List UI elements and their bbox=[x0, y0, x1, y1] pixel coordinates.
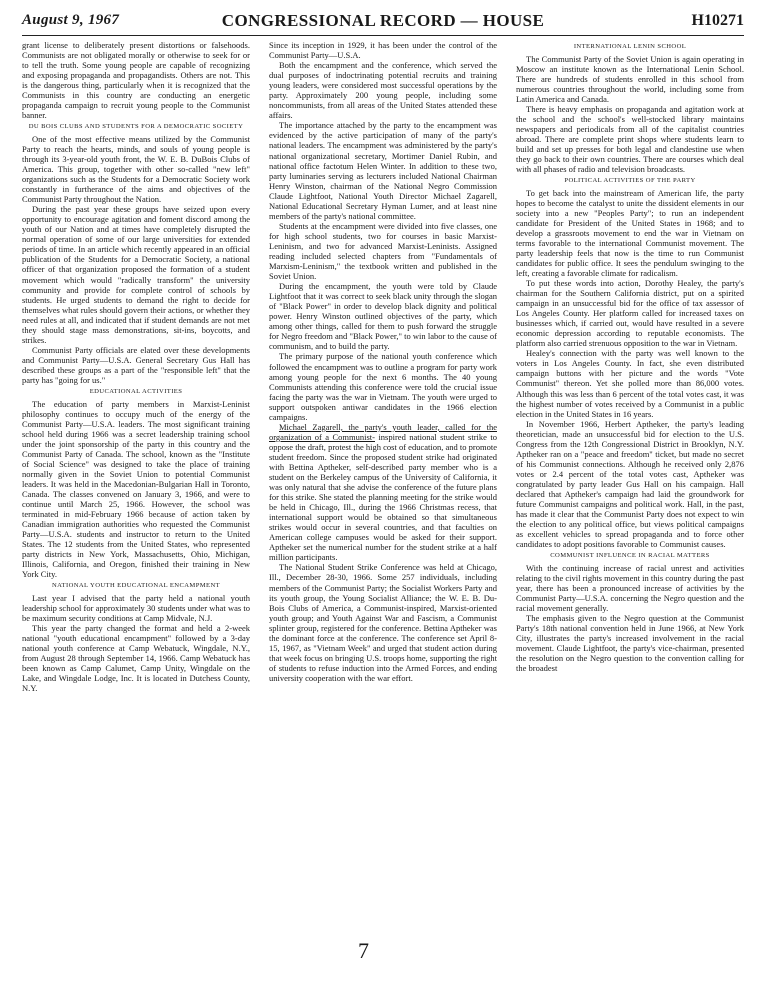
paragraph: During the encampment, the youth were told by Claude Lightfoot that it was correct to seek black unity through the slogan of "Black Power" in order to develop black dignity and political power. Henry Winston outlined objectives of the party, which among other things, called for them to push forward the struggle for Negro freedom and "Black Power," to win labor to the cause of communism, and to build the party. bbox=[269, 281, 497, 352]
body-columns bbox=[22, 40, 744, 940]
paragraph: Since its inception in 1929, it has been under the control of the Communist Party—U.S.A. bbox=[269, 40, 497, 61]
section-heading: DU BOIS CLUBS AND STUDENTS FOR A DEMOCRATIC SOCIETY bbox=[28, 123, 244, 131]
paragraph: With the continuing increase of racial unrest and activities relating to the civil rights movement in this country during the past year, there has been a pronounced increase of activities by the Communist Party—U.S.A. concerning the Negro question and the racial movement generally. bbox=[516, 562, 744, 613]
paragraph: This year the party changed the format and held a 2-week national "youth educational encampment" followed by a 3-day national youth conference at Camp Webatuck, Wingdale, N.Y., from August 28 through September 14, 1966. Camp Webatuck has been known as Camp Calumet, Camp Unity, Wingdale on the Lake, and Wingdale Lodge, Inc. It is located in Dutchess County, N.Y. bbox=[22, 623, 250, 694]
column-3 bbox=[516, 40, 744, 940]
paragraph: To get back into the mainstream of American life, the party hopes to become the catalyst to unite the dissident elements in our society into a new "Peoples Party"; to run an independent candidate for President of the United States in 1968; and to develop a grassroots movement to end the war in Vietnam on terms favorable to the international Communist movement. The party leadership feels that now is the time to run Communist candidates for public office. It sees the pendulum swinging to the left, creating a favorable climate for radicalism. bbox=[516, 187, 744, 278]
section-heading: NATIONAL YOUTH EDUCATIONAL ENCAMPMENT bbox=[51, 582, 221, 590]
paragraph: One of the most effective means utilized by the Communist Party to reach the hearts, minds, and souls of young people is through its 3-year-old youth front, the W. E. B. DuBois Clubs of America. This group, together with other so-called "new left" organizations such as the Students for a Democratic Society work constantly in furtherance of the aims and objectives of the Communist Party throughout the Nation. bbox=[22, 133, 250, 205]
underlined-text: Michael Zagarell, the party's youth leader, called for the organization of a Communist- bbox=[269, 421, 497, 442]
section-heading: COMMUNIST INFLUENCE IN RACIAL MATTERS bbox=[550, 552, 710, 560]
paragraph: The Communist Party of the Soviet Union is again operating in Moscow an institute known as the International Lenin School. There are hundreds of students enrolled in this school from numerous countries throughout the world, including some from Latin America and Canada. bbox=[516, 53, 744, 104]
column-2 bbox=[269, 40, 497, 940]
paragraph: Communist Party officials are elated over these developments and Communist Party—U.S.A. General Secretary Gus Hall has described these groups as a part of the "responsible left" that the party has "going for us." bbox=[22, 344, 250, 385]
section-heading: EDUCATIONAL ACTIVITIES bbox=[89, 388, 183, 396]
paragraph: The importance attached by the party to the encampment was evidenced by the active participation of many of the party's national leaders. The encampment was administered by the party's national organizational secretary, Mortimer Daniel Rubin, and national office factotum Helen Winter. In addition to these two, party luminaries serving as lecturers included National Chairman Henry Winston, chairman of the National Negro Commission Claude Lightfoot, National Youth Director Michael Zagarell, National Educational Secretary Hyman Lumer, and at least nine members of the party's national committee. bbox=[269, 120, 497, 221]
section-heading: INTERNATIONAL LENIN SCHOOL bbox=[573, 43, 687, 50]
paragraph: To put these words into action, Dorothy Healey, the party's chairman for the Southern California district, put on a spirited campaign in an unsuccessful bid for the office of tax assessor of Los Angeles County. Her platform called for increased taxes on businesses which, if carried out, would have resulted in a severe economic depression according to reputable economists. The platform also carried strenuous opposition to the war in Vietnam. bbox=[516, 277, 744, 349]
page-header bbox=[22, 6, 744, 36]
paragraph-text: inspired national student strike to oppose the draft, protest the high cost of education, and to promote student freedom. Since the proposed student strike had originated with Bettina Aptheker, self-described party member who is a student on the Berkeley campus of the University of California, it was only natural that she advise the conference of the future plans for this strike. She stated the planning meeting for the strike would be held in Chicago, Ill., during the 1966 Christmas recess, that international support would be obtained so that simultaneous strikes would occur in several countries, and that faculties on American college campuses would be asked for their support. Aptheker set the numerical number for the student strike at a half million participants. bbox=[269, 431, 497, 563]
paragraph: Last year I advised that the party held a national youth leadership school for approximately 30 students under what was to be maximum security conditions at Camp Midvale, N.J. bbox=[22, 592, 250, 623]
header-title: CONGRESSIONAL RECORD — HOUSE bbox=[221, 11, 545, 30]
paragraph: Healey's connection with the party was well known to the voters in Los Angeles County. In fact, she even distributed campaign buttons with her picture and the words "Vote Communist" thereon. Yet she polled more than 86,000 votes. Although this was less than 6 percent of the total votes cast, it was the highest number of votes received by a Communist in a public election in the United States in 16 years. bbox=[516, 348, 744, 419]
paragraph: The primary purpose of the national youth conference which followed the encampment was to outline a program for party work among young people for the next 6 months. The 40 young Communists attending this conference were told the crucial issue facing the party was the war in Vietnam. The youth were urged to support outspoken antiwar candidates in the 1966 election campaigns. bbox=[269, 351, 497, 422]
paragraph bbox=[269, 422, 497, 563]
paragraph: In November 1966, Herbert Aptheker, the party's leading theoretician, made an unsuccessful bid for election to the U.S. Congress from the 12th Congressional District in Brooklyn, N.Y. Aptheker ran on a "peace and freedom" ticket, but made no secret of his Communist connections. Although he received only 2,876 votes or 2.4 percent of the total votes cast, Aptheker was congratulated by party leader Gus Hall on his campaign. Hall declared that Aptheker's campaign had laid the groundwork for future Communist campaigns and political work. Hall, in the past, has made it clear that the Communist Party does not expect to win the election to any political office, but views political campaigns as excellent vehicles to spread propaganda and to force other candidates to adopt positions favorable to Communist causes. bbox=[516, 418, 744, 550]
paragraph: grant license to deliberately present distortions or falsehoods. Communists are not obligated morally or otherwise to seek for or to tell the truth. Some young people are capable of recognizing and exposing propaganda and propagandists. Others are not. This is the dangerous thing, particularly when it is recognized that the Communists in this country are conducting an energetic propaganda campaign to recruit young people to the Communist banner. bbox=[22, 40, 250, 121]
column-1 bbox=[22, 40, 250, 940]
paragraph: Students at the encampment were divided into five classes, one for high school students, two for courses in basic Marxist-Leninism, and two for advanced Marxist-Leninists. Assigned reading included selected chapters from "Fundamentals of Marxism-Leninism," the textbook written and published in the Soviet Union. bbox=[269, 220, 497, 282]
paragraph: The National Student Strike Conference was held at Chicago, Ill., December 28-30, 1966. Some 257 individuals, including members of the Communist Party; the Socialist Workers Party and its youth group, the Young Socialist Alliance; the W. E. B. Du-Bois Clubs of America, a Communist-inspired, Marxist-oriented youth group; and Youth Against War and Fascism, a Communist splinter group, registered for the conference. Bettina Aptheker was the dominant force at the conference. The conference set April 8-15, 1967, as "Vietnam Week" and urged that student action during that week focus on bringing U.S. troops home, supporting the right of students to refuse induction into the Armed Forces, and ending university cooperation with the war effort. bbox=[269, 562, 497, 683]
handwritten-page-mark: 7 bbox=[358, 938, 369, 963]
section-heading: POLITICAL ACTIVITIES OF THE PARTY bbox=[564, 177, 696, 185]
paragraph: The education of party members in Marxist-Leninist philosophy continues to occupy much of the energy of the Communist Party—U.S.A. leaders. The most significant training school held during 1966 was a secret leadership training school under the joint sponsorship of the party in this country and the Communist Party of Canada. The school, known as the "Institute of Social Science" was designed to take the place of training normally given in the Soviet Union to potential Communist leaders. It was held in the Macedonian-Bulgarian Hall in Toronto, Canada. The classes convened on January 3, 1966, and were to continue until March 25, 1966. However, the school was terminated in mid-February 1966 because of action taken by Canadian immigration authorities who requested the Communist Party—U.S.A. students and instructor to return to the United States. The 12 students from the United States, who represented party districts in New York, Massachusetts, Ohio, Michigan, Illinois, California, and Oregon, finished their training in New York City. bbox=[22, 398, 250, 580]
header-page-number: H10271 bbox=[691, 12, 744, 29]
paragraph: Both the encampment and the conference, which served the dual purposes of indoctrinating potential recruits and training young leaders, were considered most successful operations by the party. Approximately 200 young people, including some noncommunists, from all areas of the United States attended these affairs. bbox=[269, 60, 497, 121]
header-rule bbox=[22, 35, 744, 36]
paragraph: There is heavy emphasis on propaganda and agitation work at the school and the school's well-stocked library maintains newspapers and periodicals from all of the capitalist countries abroad. There are complete print shops where students learn to build and set up presses for both legal and clandestine use when they go back to their own countries. There are courses which deal with all phases of radio and television broadcasts. bbox=[516, 103, 744, 175]
paragraph: During the past year these groups have seized upon every opportunity to encourage agitation and foment discord among the youth of our Nation and at times have completely disrupted the normal operation of some of our large universities for extended periods of time. In an article which recently appeared in an official publication of the Students for a Democratic Society, a national officer of that organization proposed the formation of a student movement which would "radically transform" the university community and provide for complete control of schools by students. He urged students to demand the right to decide for themselves what rules should govern their actions, or whether they need rules at all, and indicated that if student demands are not met they should stage mass demonstrations, sit-ins, boycotts, and strikes. bbox=[22, 204, 250, 345]
paragraph: The emphasis given to the Negro question at the Communist Party's 18th national convention held in June 1966, at New York City, illustrates the party's increased involvement in the racial movement. Claude Lightfoot, the party's vice-chairman, presented the resolution on the Negro question to the convention calling for the broadest bbox=[516, 612, 744, 674]
header-date: August 9, 1967 bbox=[22, 12, 120, 28]
